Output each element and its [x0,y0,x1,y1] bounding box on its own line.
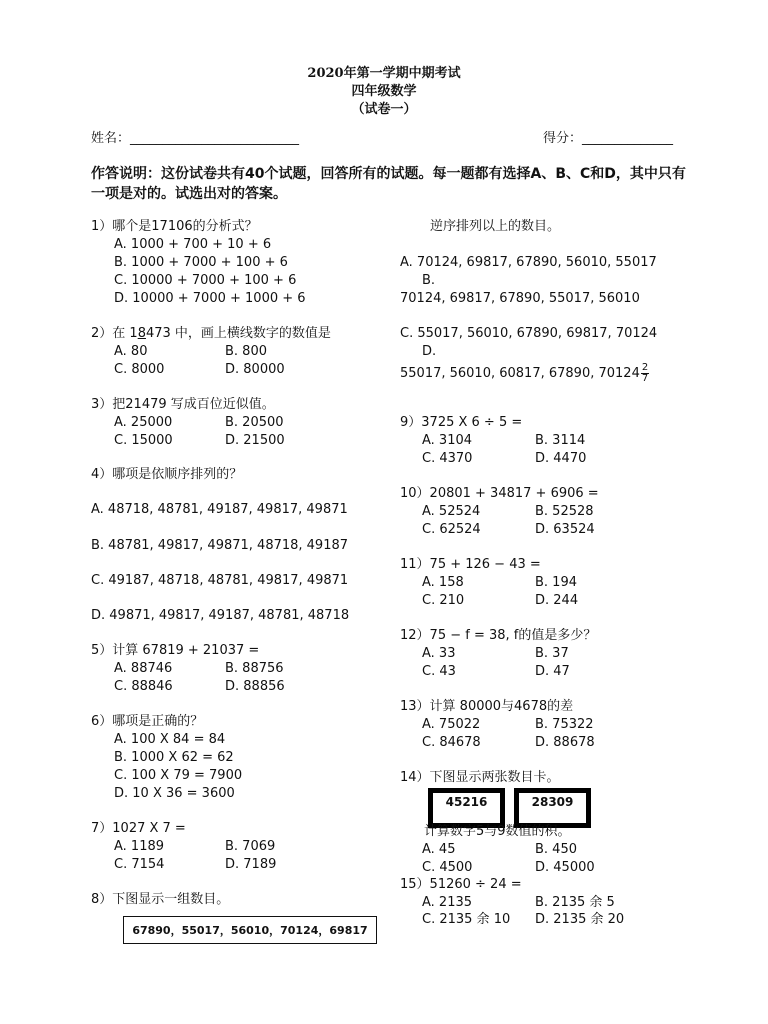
q15-option-a[interactable]: A. 2135 [422,895,473,910]
q5-stem: 5）计算 67819 + 21037 = [91,643,260,658]
q13-stem: 13）计算 80000与4678的差 [400,699,574,714]
q15-option-d[interactable]: D. 2135 余 20 [535,912,625,927]
q2-stem-pre: 2）在 1 [91,326,138,341]
score-field[interactable] [543,130,673,148]
q8-option-d-label[interactable]: D. [422,344,437,359]
q15-stem: 15）51260 ÷ 24 = [400,877,522,892]
q4-option-b[interactable]: B. 48781, 49817, 49871, 48718, 49187 [91,538,349,553]
q9-option-b[interactable]: B. 3114 [535,433,586,448]
q12-option-d[interactable]: D. 47 [535,664,570,679]
q12-option-c[interactable]: C. 43 [422,664,456,679]
q10-stem: 10）20801 + 34817 + 6906 = [400,486,599,501]
q6-option-c[interactable]: C. 100 X 79 = 7900 [114,768,243,783]
q13-option-c[interactable]: C. 84678 [422,735,481,750]
q2-underlined-digit: 8 [137,326,146,341]
q12-option-a[interactable]: A. 33 [422,646,456,661]
q2-option-b[interactable]: B. 800 [225,344,267,359]
q3-option-d[interactable]: D. 21500 [225,433,285,448]
instructions: 作答说明：这份试卷共有40个试题，回答所有的试题。每一题都有选择A、B、C和D，其中只有一项是对的。试选出对的答案。 [91,166,686,202]
name-field[interactable] [91,130,299,148]
q7-option-a[interactable]: A. 1189 [114,839,165,854]
q11-option-a[interactable]: A. 158 [422,575,464,590]
q8-instruction: 逆序排列以上的数目。 [430,219,561,234]
q9-option-c[interactable]: C. 4370 [422,451,473,466]
q7-option-b[interactable]: B. 7069 [225,839,276,854]
q2-option-d[interactable]: D. 80000 [225,362,285,377]
q14-option-b[interactable]: B. 450 [535,842,577,857]
exam-subtitle: 四年级数学 [351,84,417,99]
q7-option-c[interactable]: C. 7154 [114,857,165,872]
q8-number-box: 67890，55017，56010，70124，69817 [123,916,377,944]
q5-option-a[interactable]: A. 88746 [114,661,173,676]
paper-label: （试卷一） [351,102,417,117]
q3-option-b[interactable]: B. 20500 [225,415,284,430]
q3-option-c[interactable]: C. 15000 [114,433,173,448]
q3-option-a[interactable]: A. 25000 [114,415,173,430]
q2-option-a[interactable]: A. 80 [114,344,148,359]
q9-stem: 9）3725 X 6 ÷ 5 = [400,415,523,430]
q13-option-d[interactable]: D. 88678 [535,735,595,750]
q1-option-d[interactable]: D. 10000 + 7000 + 1000 + 6 [114,291,306,306]
q6-stem: 6）哪项是正确的？ [91,714,204,729]
q7-option-d[interactable]: D. 7189 [225,857,277,872]
q5-option-d[interactable]: D. 88856 [225,679,285,694]
q14-option-a[interactable]: A. 45 [422,842,456,857]
q12-option-b[interactable]: B. 37 [535,646,569,661]
q14-subquestion: 计算数字5与9数值的积。 [424,824,571,839]
q14-option-c[interactable]: C. 4500 [422,860,473,875]
q15-option-c[interactable]: C. 2135 余 10 [422,912,511,927]
q4-stem: 4）哪项是依顺序排列的？ [91,467,243,482]
number-card-2: 28309 [514,788,591,828]
q11-stem: 11）75 + 126 − 43 = [400,557,541,572]
q8-option-b-label[interactable]: B. [422,273,436,288]
q4-option-a[interactable]: A. 48718, 48781, 49187, 49817, 49871 [91,502,348,517]
q8-stem: 8）下图显示一组数目。 [91,892,230,907]
q5-option-c[interactable]: C. 88846 [114,679,173,694]
q8-option-b[interactable]: 70124, 69817, 67890, 55017, 56010 [400,291,640,306]
q4-option-c[interactable]: C. 49187, 48718, 48781, 49817, 49871 [91,573,349,588]
q11-option-d[interactable]: D. 244 [535,593,579,608]
fraction-numerator: 2 [641,362,649,373]
q1-option-a[interactable]: A. 1000 + 700 + 10 + 6 [114,237,272,252]
q3-stem: 3）把21479 写成百位近似值。 [91,397,275,412]
q2-stem [91,325,331,343]
q10-option-b[interactable]: B. 52528 [535,504,594,519]
q5-option-b[interactable]: B. 88756 [225,661,284,676]
q12-stem: 12）75 − f = 38, f的值是多少？ [400,628,597,643]
q13-option-a[interactable]: A. 75022 [422,717,481,732]
q7-stem: 7）1027 X 7 = [91,821,186,836]
q8-option-d-text: 55017, 56010, 60817, 67890, 70124 [400,366,640,381]
q6-option-b[interactable]: B. 1000 X 62 = 62 [114,750,234,765]
q9-option-a[interactable]: A. 3104 [422,433,473,448]
q6-option-d[interactable]: D. 10 X 36 = 3600 [114,786,235,801]
name-line: __________________________ [130,131,300,146]
name-label: 姓名： [91,131,131,146]
q8-option-c[interactable]: C. 55017, 56010, 67890, 69817, 70124 [400,326,658,341]
q6-option-a[interactable]: A. 100 X 84 = 84 [114,732,226,747]
q8-option-d-fraction [641,363,649,384]
q14-stem: 14）下图显示两张数目卡。 [400,770,560,785]
score-label: 得分： [543,131,583,146]
q14-option-d[interactable]: D. 45000 [535,860,595,875]
exam-title: 2020年第一学期中期考试 [307,66,461,81]
q1-option-b[interactable]: B. 1000 + 7000 + 100 + 6 [114,255,288,270]
q10-option-c[interactable]: C. 62524 [422,522,481,537]
q15-option-b[interactable]: B. 2135 余 5 [535,895,615,910]
q2-option-c[interactable]: C. 8000 [114,362,165,377]
q8-option-d[interactable] [400,363,649,384]
q1-option-c[interactable]: C. 10000 + 7000 + 100 + 6 [114,273,297,288]
q9-option-d[interactable]: D. 4470 [535,451,587,466]
q2-stem-post: 473 中，画上横线数字的数值是 [145,326,331,341]
number-card-1: 45216 [428,788,505,828]
q1-stem: 1）哪个是17106的分析式？ [91,219,258,234]
q10-option-d[interactable]: D. 63524 [535,522,595,537]
score-line: ______________ [582,131,674,146]
q11-option-c[interactable]: C. 210 [422,593,465,608]
q13-option-b[interactable]: B. 75322 [535,717,594,732]
q8-option-a[interactable]: A. 70124, 69817, 67890, 56010, 55017 [400,255,657,270]
q11-option-b[interactable]: B. 194 [535,575,577,590]
q10-option-a[interactable]: A. 52524 [422,504,481,519]
q4-option-d[interactable]: D. 49871, 49817, 49187, 48781, 48718 [91,608,350,623]
fraction-denominator: 7 [641,373,649,384]
